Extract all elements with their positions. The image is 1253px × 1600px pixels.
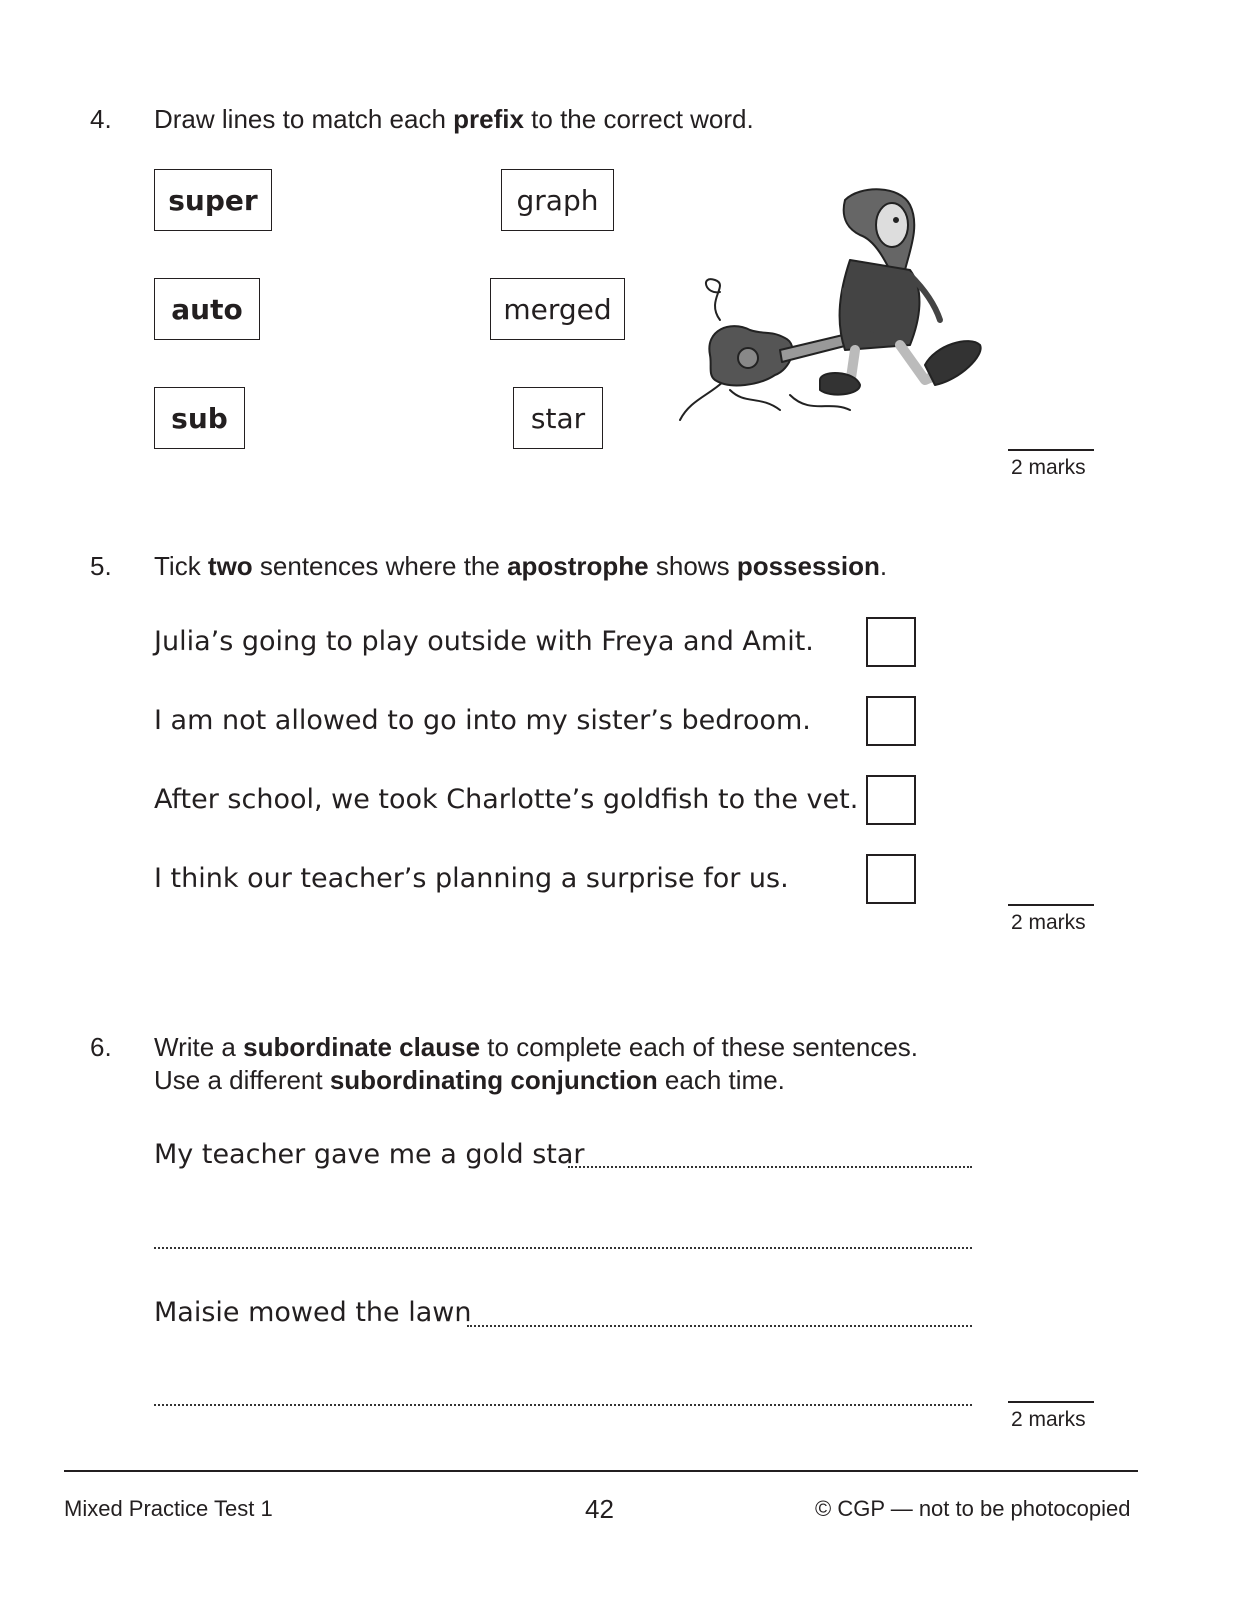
q6-answer-line-2b[interactable] bbox=[154, 1404, 972, 1406]
q5-tickbox-4[interactable] bbox=[866, 854, 916, 904]
q5-marks-line bbox=[1008, 904, 1094, 906]
prefix-box-sub[interactable]: sub bbox=[154, 387, 245, 449]
question-5-instruction: Tick two sentences where the apostrophe shows possession. bbox=[154, 551, 888, 581]
word-box-graph[interactable]: graph bbox=[501, 169, 614, 231]
prefix-box-auto[interactable]: auto bbox=[154, 278, 260, 340]
q6-sentence-1: My teacher gave me a gold star bbox=[154, 1139, 585, 1170]
footer-test-name: Mixed Practice Test 1 bbox=[64, 1496, 273, 1521]
question-4-instruction: Draw lines to match each prefix to the correct word. bbox=[154, 104, 754, 134]
question-6-instruction-line-2: Use a different subordinating conjunction each time. bbox=[154, 1065, 785, 1095]
q6-answer-line-1b[interactable] bbox=[154, 1247, 972, 1249]
q5-sentence-3: After school, we took Charlotte’s goldfish to the vet. bbox=[154, 784, 859, 815]
q4-marks: 2 marks bbox=[1011, 456, 1086, 479]
question-6-instruction-line-1: Write a subordinate clause to complete each of these sentences. bbox=[154, 1032, 919, 1062]
q6-marks: 2 marks bbox=[1011, 1408, 1086, 1431]
q5-marks: 2 marks bbox=[1011, 911, 1086, 934]
footer-page-number: 42 bbox=[585, 1494, 614, 1524]
rocker-guitar-illustration bbox=[670, 180, 1000, 430]
footer-rule bbox=[64, 1470, 1138, 1472]
q5-tickbox-3[interactable] bbox=[866, 775, 916, 825]
q6-sentence-2: Maisie mowed the lawn bbox=[154, 1297, 472, 1328]
word-box-star[interactable]: star bbox=[513, 387, 603, 449]
question-5-number: 5. bbox=[90, 551, 112, 581]
q6-marks-line bbox=[1008, 1401, 1094, 1403]
q5-sentence-1: Julia’s going to play outside with Freya and Amit. bbox=[154, 626, 814, 657]
q5-sentence-4: I think our teacher’s planning a surprise for us. bbox=[154, 863, 789, 894]
question-4-number: 4. bbox=[90, 104, 112, 134]
word-box-merged[interactable]: merged bbox=[490, 278, 625, 340]
q6-answer-line-1a[interactable] bbox=[568, 1166, 972, 1168]
footer-copyright: © CGP — not to be photocopied bbox=[815, 1496, 1131, 1521]
q6-answer-line-2a[interactable] bbox=[467, 1325, 972, 1327]
q5-sentence-2: I am not allowed to go into my sister’s bedroom. bbox=[154, 705, 811, 736]
q4-marks-line bbox=[1008, 449, 1094, 451]
question-6-number: 6. bbox=[90, 1032, 112, 1062]
prefix-box-super[interactable]: super bbox=[154, 169, 272, 231]
q5-tickbox-2[interactable] bbox=[866, 696, 916, 746]
q5-tickbox-1[interactable] bbox=[866, 617, 916, 667]
